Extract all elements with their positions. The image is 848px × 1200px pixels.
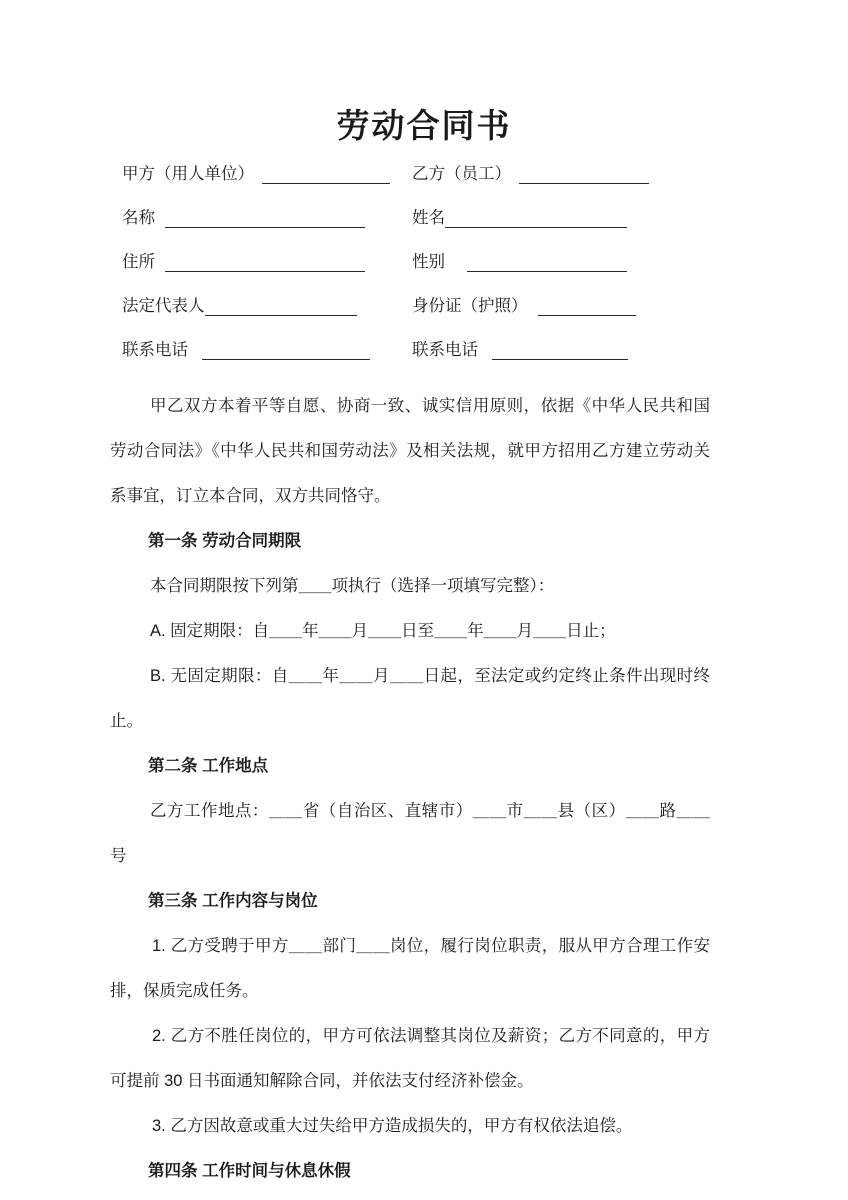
field-blank-line[interactable]: [262, 166, 390, 184]
field-label: 身份证（护照）: [412, 297, 528, 315]
form-row: [0, 252, 848, 296]
field-company-name: [122, 208, 365, 228]
preamble-paragraph: 甲乙双方本着平等自愿、协商一致、诚实信用原则，依据《中华人民共和国劳动合同法》《中华人民共和国劳动法》及相关法规，就甲方招用乙方建立劳动关系事宜，订立本合同，双方共同恪守。: [110, 397, 710, 505]
article-heading-2: 第二条 工作地点: [148, 757, 269, 775]
field-blank-line[interactable]: [492, 342, 628, 360]
field-label: 联系电话: [412, 341, 478, 359]
field-blank-line[interactable]: [165, 210, 365, 228]
article-3-item-1: 1. 乙方受聘于甲方＿＿部门＿＿岗位，履行岗位职责，服从甲方合理工作安排，保质完成任务。: [110, 937, 710, 1000]
field-company-phone: [122, 340, 370, 360]
article-heading-4: 第四条 工作时间与休息休假: [148, 1162, 351, 1180]
field-label: 法定代表人: [122, 297, 205, 315]
form-row: [0, 340, 848, 384]
field-label: 乙方（员工）: [412, 165, 511, 183]
field-employee-name: [412, 208, 627, 228]
field-employee-phone: [412, 340, 628, 360]
field-party-b: [412, 164, 649, 184]
field-blank-line[interactable]: [205, 298, 357, 316]
article-heading-3: 第三条 工作内容与岗位: [148, 892, 318, 910]
field-label: 姓名: [412, 209, 445, 227]
field-gender: [412, 252, 627, 272]
field-legal-representative: [122, 296, 357, 316]
field-label: 性别: [412, 253, 445, 271]
field-blank-line[interactable]: [445, 210, 627, 228]
article-1-option-a: A. 固定期限：自＿＿年＿＿月＿＿日至＿＿年＿＿月＿＿日止；: [150, 622, 616, 640]
article-heading-1: 第一条 劳动合同期限: [148, 532, 302, 550]
field-label: 联系电话: [122, 341, 188, 359]
form-row: [0, 296, 848, 340]
field-blank-line[interactable]: [538, 298, 636, 316]
field-company-address: [122, 252, 365, 272]
field-label: 住所: [122, 253, 155, 271]
article-1-option-b: B. 无固定期限：自＿＿年＿＿月＿＿日起，至法定或约定终止条件出现时终止。: [110, 667, 710, 730]
article-2-workplace: 乙方工作地点：＿＿省（自治区、直辖市）＿＿市＿＿县（区）＿＿路＿＿号: [110, 802, 710, 865]
form-row: [0, 164, 848, 208]
contract-body: [0, 384, 848, 1194]
parties-form: [0, 164, 848, 384]
field-blank-line[interactable]: [467, 254, 627, 272]
field-blank-line[interactable]: [519, 166, 649, 184]
field-party-a: [122, 164, 390, 184]
form-row: [0, 208, 848, 252]
page-title: 劳动合同书: [336, 107, 512, 144]
field-label: 甲方（用人单位）: [122, 165, 254, 183]
field-blank-line[interactable]: [165, 254, 365, 272]
field-label: 名称: [122, 209, 155, 227]
article-3-item-3: 3. 乙方因故意或重大过失给甲方造成损失的，甲方有权依法追偿。: [152, 1117, 633, 1135]
article-3-item-2: 2. 乙方不胜任岗位的，甲方可依法调整其岗位及薪资；乙方不同意的，甲方可提前 30 日书面通知解除合同，并依法支付经济补偿金。: [110, 1027, 710, 1090]
field-id-number: [412, 296, 636, 316]
field-blank-line[interactable]: [202, 342, 370, 360]
article-1-paragraph-term-select: 本合同期限按下列第＿＿项执行（选择一项填写完整）：: [150, 577, 555, 595]
